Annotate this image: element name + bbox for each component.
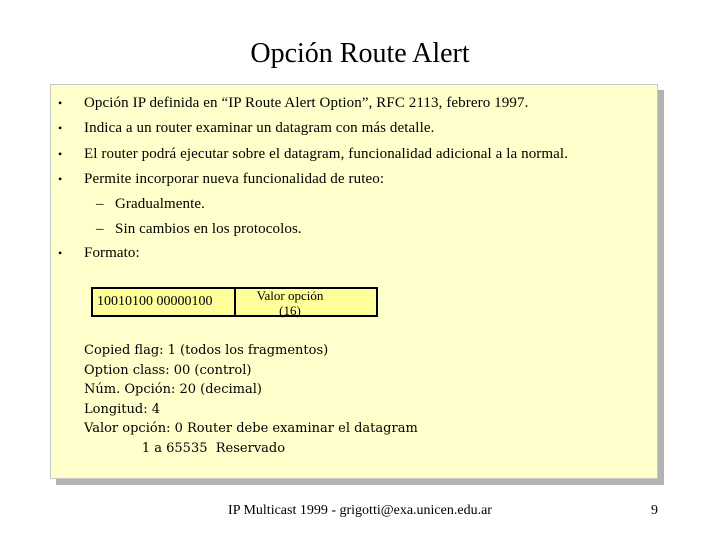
sub-item-1: Gradualmente. — [115, 196, 206, 212]
bullet-text-2: Indica a un router examinar un datagram con más detalle. — [84, 120, 435, 136]
option-details — [84, 341, 418, 458]
sub-item-2: Sin cambios en los protocolos. — [115, 221, 302, 237]
bullet-text-1: Opción IP definida en “IP Route Alert Option”, RFC 2113, febrero 1997. — [84, 95, 529, 111]
detail-line: Valor opción: 0 Router debe examinar el datagram — [84, 421, 418, 436]
format-value-label: Valor opción — [256, 288, 324, 303]
dash-marker: – — [96, 196, 104, 212]
detail-line: Núm. Opción: 20 (decimal) — [84, 382, 262, 397]
bullet-marker: • — [58, 121, 63, 135]
format-value-size: (16) — [279, 303, 301, 318]
detail-line: Longitud: 4 — [84, 401, 161, 417]
dash-marker: – — [96, 221, 104, 237]
footer-text: IP Multicast 1999 - grigotti@exa.unicen.edu.ar — [228, 503, 492, 518]
bullet-marker: • — [58, 246, 63, 260]
detail-line: Option class: 00 (control) — [84, 362, 252, 378]
bullet-text-3: El router podrá ejecutar sobre el datagram, funcionalidad adicional a la normal. — [84, 146, 569, 162]
detail-line: Copied flag: 1 (todos los fragmentos) — [84, 343, 329, 358]
format-label: Formato: — [84, 245, 140, 261]
format-divider — [234, 289, 236, 315]
format-bits: 10010100 00000100 — [97, 294, 213, 309]
bullet-marker: • — [58, 147, 63, 161]
bullet-marker: • — [58, 96, 63, 110]
format-diagram — [91, 287, 378, 317]
slide-title: Opción Route Alert — [250, 38, 470, 69]
page-number: 9 — [651, 503, 658, 518]
format-value-cell — [238, 288, 342, 318]
detail-line: 1 a 65535 Reservado — [84, 440, 286, 456]
bullet-text-4: Permite incorporar nueva funcionalidad de ruteo: — [84, 171, 385, 187]
bullet-marker: • — [58, 172, 63, 186]
